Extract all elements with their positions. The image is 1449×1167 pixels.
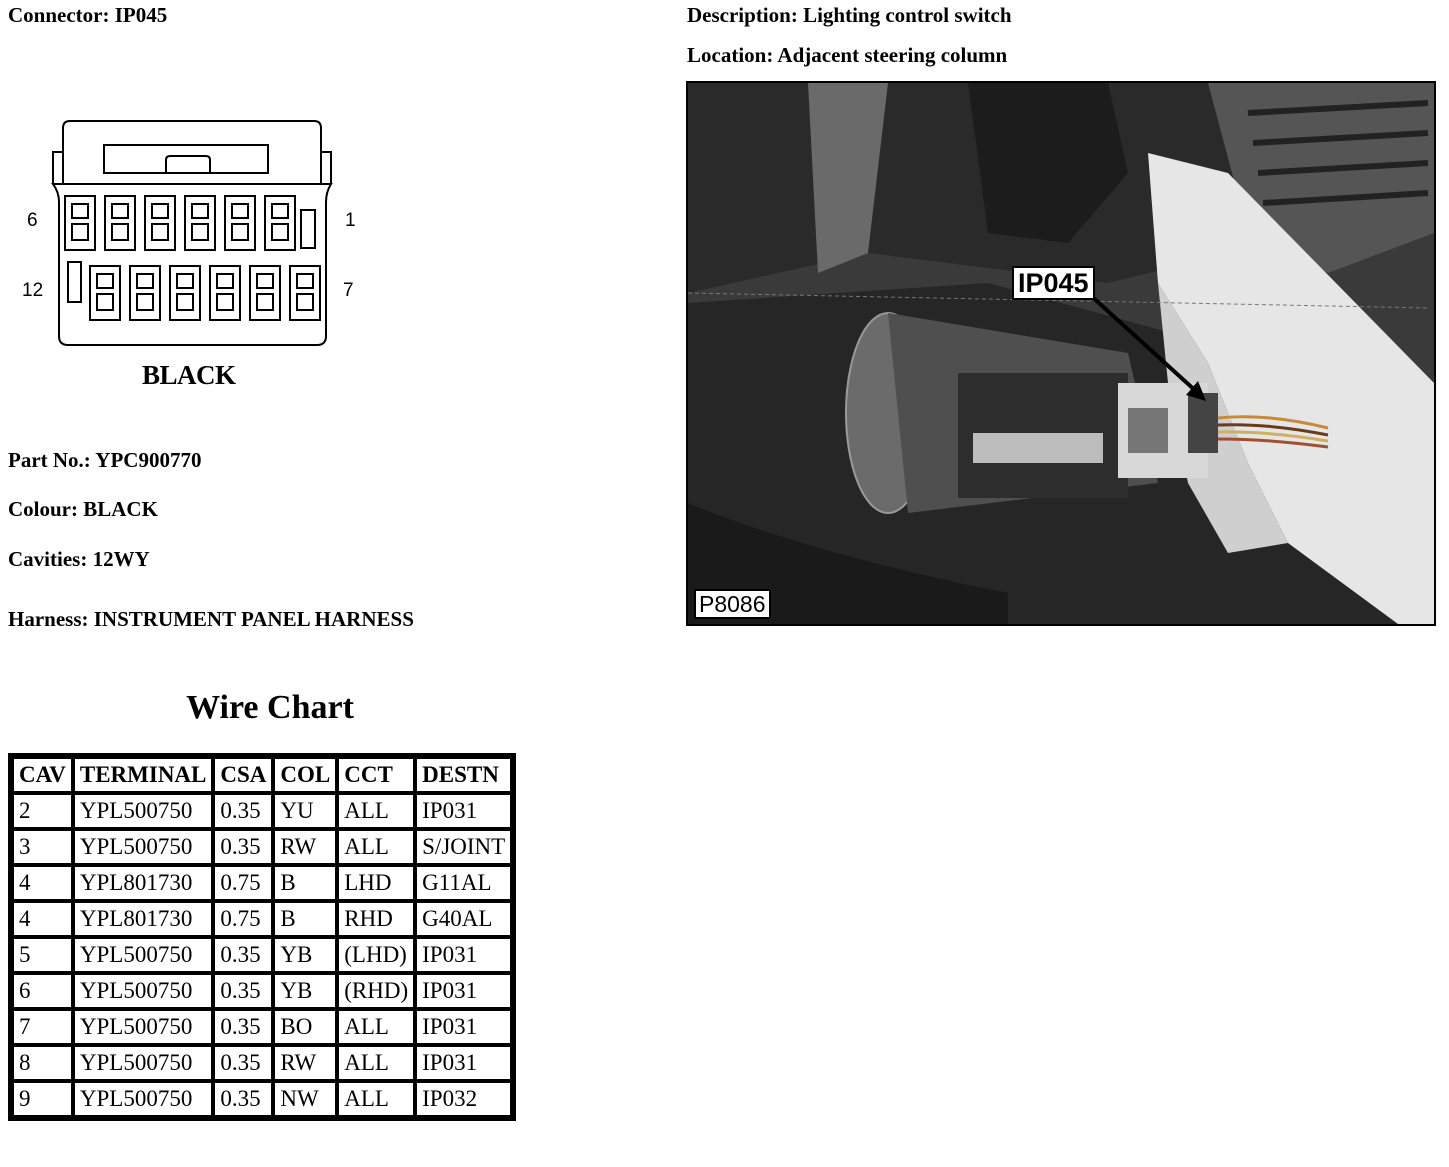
photo-callout-label: IP045 <box>1012 266 1095 300</box>
colour-label: Colour: <box>8 497 78 521</box>
cavities-label: Cavities: <box>8 547 88 571</box>
cell-cav: 4 <box>14 867 71 899</box>
wire-chart-header-row <box>14 759 510 791</box>
cavity-2 <box>225 196 255 250</box>
cavity-row-lower <box>90 266 320 320</box>
cell-destn: G11AL <box>417 867 510 899</box>
cell-col: RW <box>275 831 335 863</box>
pin-label-7: 7 <box>343 280 354 301</box>
cavity-9 <box>210 266 240 320</box>
cell-cav: 8 <box>14 1047 71 1079</box>
table-row <box>14 831 510 863</box>
connector-field <box>8 3 167 28</box>
table-row <box>14 1047 510 1079</box>
cavity-8 <box>250 266 280 320</box>
cell-destn: G40AL <box>417 903 510 935</box>
cell-cct: (LHD) <box>339 939 413 971</box>
connector-face-diagram <box>18 112 356 407</box>
cell-terminal: YPL500750 <box>75 1083 212 1115</box>
cell-cav: 3 <box>14 831 71 863</box>
column-header-destn: DESTN <box>417 759 510 791</box>
column-header-col: COL <box>275 759 335 791</box>
cell-col: YU <box>275 795 335 827</box>
cell-cct: ALL <box>339 795 413 827</box>
cavity-7 <box>290 266 320 320</box>
table-row <box>14 867 510 899</box>
cell-col: BO <box>275 1011 335 1043</box>
cell-col: B <box>275 903 335 935</box>
cell-destn: IP031 <box>417 939 510 971</box>
cell-col: YB <box>275 975 335 1007</box>
cell-col: B <box>275 867 335 899</box>
cell-cct: (RHD) <box>339 975 413 1007</box>
harness-value: INSTRUMENT PANEL HARNESS <box>93 607 414 631</box>
cell-cct: ALL <box>339 1047 413 1079</box>
table-row <box>14 1011 510 1043</box>
cavity-3 <box>185 196 215 250</box>
cell-terminal: YPL801730 <box>75 867 212 899</box>
cell-cct: ALL <box>339 1011 413 1043</box>
cell-cav: 9 <box>14 1083 71 1115</box>
cavity-row-upper <box>65 196 295 250</box>
column-header-cav: CAV <box>14 759 71 791</box>
cell-csa: 0.75 <box>215 867 271 899</box>
cell-csa: 0.35 <box>215 1083 271 1115</box>
cell-terminal: YPL801730 <box>75 903 212 935</box>
cell-csa: 0.35 <box>215 939 271 971</box>
column-header-cct: CCT <box>339 759 413 791</box>
location-photo <box>686 81 1436 626</box>
table-row <box>14 975 510 1007</box>
pin-label-6: 6 <box>27 210 38 231</box>
cell-destn: IP031 <box>417 975 510 1007</box>
description-value: Lighting control switch <box>803 3 1012 27</box>
cell-destn: IP031 <box>417 1011 510 1043</box>
cell-terminal: YPL500750 <box>75 831 212 863</box>
cell-cav: 6 <box>14 975 71 1007</box>
column-header-csa: CSA <box>215 759 271 791</box>
harness-label: Harness: <box>8 607 89 631</box>
colour-field <box>8 497 158 522</box>
description-label: Description: <box>687 3 798 27</box>
cavity-5 <box>105 196 135 250</box>
cell-csa: 0.35 <box>215 1011 271 1043</box>
wire-chart-table <box>8 753 516 1121</box>
connector-value: IP045 <box>114 3 168 27</box>
cell-terminal: YPL500750 <box>75 939 212 971</box>
cell-col: RW <box>275 1047 335 1079</box>
connector-drawing <box>18 112 338 402</box>
cell-destn: IP031 <box>417 1047 510 1079</box>
cavities-field <box>8 547 150 572</box>
table-row <box>14 795 510 827</box>
part-number-value: YPC900770 <box>95 448 202 472</box>
cell-col: NW <box>275 1083 335 1115</box>
cell-terminal: YPL500750 <box>75 795 212 827</box>
location-label: Location: <box>687 43 774 67</box>
part-number-field <box>8 448 201 473</box>
cell-cav: 5 <box>14 939 71 971</box>
cell-cct: LHD <box>339 867 413 899</box>
cell-csa: 0.75 <box>215 903 271 935</box>
location-value: Adjacent steering column <box>777 43 1008 67</box>
cell-destn: IP031 <box>417 795 510 827</box>
table-row <box>14 939 510 971</box>
cell-destn: S/JOINT <box>417 831 510 863</box>
cell-csa: 0.35 <box>215 975 271 1007</box>
table-row <box>14 1083 510 1115</box>
description-field <box>687 3 1012 28</box>
cell-terminal: YPL500750 <box>75 1047 212 1079</box>
cavity-12 <box>90 266 120 320</box>
cell-cct: ALL <box>339 1083 413 1115</box>
cell-csa: 0.35 <box>215 831 271 863</box>
connector-color-caption: BLACK <box>142 360 236 390</box>
cavity-10 <box>170 266 200 320</box>
cell-terminal: YPL500750 <box>75 975 212 1007</box>
table-row <box>14 903 510 935</box>
harness-field <box>8 607 414 632</box>
cell-cct: RHD <box>339 903 413 935</box>
colour-value: BLACK <box>83 497 158 521</box>
wire-chart-body <box>14 795 510 1115</box>
cell-cav: 4 <box>14 903 71 935</box>
cell-cav: 7 <box>14 1011 71 1043</box>
connector-label: Connector: <box>8 3 110 27</box>
cavity-6 <box>65 196 95 250</box>
pin-label-12: 12 <box>22 280 44 301</box>
cell-terminal: YPL500750 <box>75 1011 212 1043</box>
cavity-4 <box>145 196 175 250</box>
cell-cct: ALL <box>339 831 413 863</box>
cell-csa: 0.35 <box>215 1047 271 1079</box>
column-header-terminal: TERMINAL <box>75 759 212 791</box>
cell-destn: IP032 <box>417 1083 510 1115</box>
wire-chart-title: Wire Chart <box>186 689 354 726</box>
location-photo-illustration <box>688 83 1434 624</box>
cavities-value: 12WY <box>92 547 150 571</box>
photo-reference-label: P8086 <box>694 589 771 619</box>
cell-csa: 0.35 <box>215 795 271 827</box>
cell-col: YB <box>275 939 335 971</box>
location-field <box>687 43 1007 68</box>
cell-cav: 2 <box>14 795 71 827</box>
part-number-label: Part No.: <box>8 448 91 472</box>
cavity-11 <box>130 266 160 320</box>
cavity-1 <box>265 196 295 250</box>
pin-label-1: 1 <box>345 210 356 231</box>
